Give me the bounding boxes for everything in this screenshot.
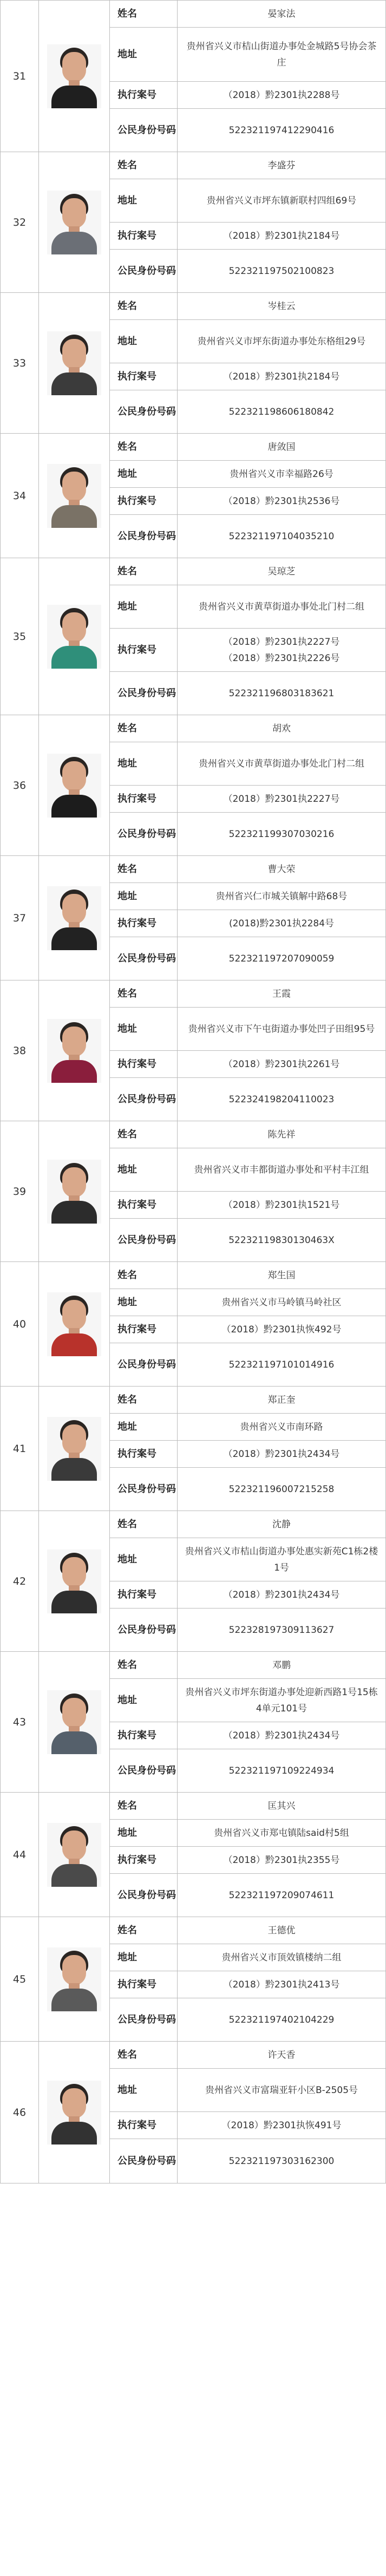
case-number-value: （2018）黔2301执2434号: [223, 1589, 340, 1600]
person-photo: [47, 331, 101, 395]
name-label: 姓名: [110, 856, 178, 883]
case-number-cell: [178, 629, 386, 672]
case-number-cell: [178, 1722, 386, 1749]
address-label: 地址: [110, 585, 178, 629]
portrait-cell: [39, 1262, 110, 1387]
id-number-value: 522321197502100823: [178, 250, 386, 293]
address-label: 地址: [110, 28, 178, 82]
person-photo: [47, 886, 101, 950]
address-value: 贵州省兴仁市城关镇解中路68号: [178, 883, 386, 910]
case-number-cell: [178, 2112, 386, 2139]
case-number-label: 执行案号: [110, 910, 178, 937]
case-number-label: 执行案号: [110, 1441, 178, 1468]
case-number-value: （2018）黔2301执2261号: [223, 1058, 340, 1070]
address-value: 贵州省兴义市黄草街道办事处北门村二组: [178, 742, 386, 786]
case-number-cell: [178, 910, 386, 937]
case-number-value: （2018）黔2301执2434号: [223, 1448, 340, 1460]
address-value: 贵州省兴义市下午屯街道办事处凹子田组95号: [178, 1008, 386, 1051]
address-value: 贵州省兴义市坪东街道办事处迎新西路1号15栋4单元101号: [178, 1679, 386, 1722]
entry-number: 44: [1, 1793, 39, 1917]
name-label: 姓名: [110, 1387, 178, 1414]
person-photo: [47, 1947, 101, 2011]
table-row: [1, 1121, 386, 1148]
address-value: 贵州省兴义市坪东镇新联村四组69号: [178, 179, 386, 223]
name-label: 姓名: [110, 2042, 178, 2069]
person-photo: [47, 754, 101, 818]
case-number-cell: [178, 82, 386, 109]
entry-number: 35: [1, 558, 39, 715]
name-label: 姓名: [110, 1793, 178, 1820]
case-number-value: （2018）黔2301执2227号: [223, 636, 340, 648]
case-number-value: （2018）黔2301执恢492号: [221, 1324, 342, 1335]
address-label: 地址: [110, 1944, 178, 1971]
id-number-label: 公民身份号码: [110, 1468, 178, 1511]
case-number-label: 执行案号: [110, 1722, 178, 1749]
person-photo: [47, 1823, 101, 1887]
case-number-value: （2018）黔2301执恢491号: [221, 2120, 342, 2131]
id-number-label: 公民身份号码: [110, 109, 178, 152]
case-number-cell: [178, 1971, 386, 1998]
id-number-value: 522321196803183621: [178, 672, 386, 715]
person-photo: [47, 1292, 101, 1356]
address-label: 地址: [110, 1820, 178, 1847]
table-row: [1, 434, 386, 461]
name-value: 王霞: [178, 980, 386, 1008]
id-number-value: 522321197412290416: [178, 109, 386, 152]
id-number-value: 522321197209074611: [178, 1874, 386, 1917]
case-number-label: 执行案号: [110, 2112, 178, 2139]
address-label: 地址: [110, 1289, 178, 1316]
entry-number: 41: [1, 1387, 39, 1511]
id-number-label: 公民身份号码: [110, 1749, 178, 1793]
address-value: 贵州省兴义市黄草街道办事处北门村二组: [178, 585, 386, 629]
address-label: 地址: [110, 1538, 178, 1581]
portrait-cell: [39, 2042, 110, 2183]
id-number-value: 522321197104035210: [178, 515, 386, 558]
table-row: [1, 1262, 386, 1289]
case-number-value: （2018）黔2301执2434号: [223, 1730, 340, 1741]
entry-number: 34: [1, 434, 39, 558]
case-number-label: 执行案号: [110, 1581, 178, 1609]
id-number-value: 522321197101014916: [178, 1343, 386, 1387]
id-number-value: 522321196007215258: [178, 1468, 386, 1511]
id-number-label: 公民身份号码: [110, 1874, 178, 1917]
name-value: 郑生国: [178, 1262, 386, 1289]
entry-number: 42: [1, 1511, 39, 1652]
id-number-value: 522321197402104229: [178, 1998, 386, 2042]
address-value: 贵州省兴义市桔山街道办事处金城路5号协会茶庄: [178, 28, 386, 82]
address-label: 地址: [110, 179, 178, 223]
portrait-cell: [39, 715, 110, 856]
name-value: 沈静: [178, 1511, 386, 1538]
id-number-value: 522321198606180842: [178, 390, 386, 434]
person-photo: [47, 1019, 101, 1083]
table-row: [1, 980, 386, 1008]
case-number-value: (2018)黔2301执2284号: [228, 918, 335, 929]
case-number-cell: [178, 1847, 386, 1874]
name-label: 姓名: [110, 1121, 178, 1148]
name-label: 姓名: [110, 1511, 178, 1538]
name-value: 胡欢: [178, 715, 386, 742]
id-number-label: 公民身份号码: [110, 390, 178, 434]
table-row: [1, 1387, 386, 1414]
name-label: 姓名: [110, 980, 178, 1008]
id-number-label: 公民身份号码: [110, 2139, 178, 2183]
name-value: 邓鹏: [178, 1652, 386, 1679]
portrait-cell: [39, 152, 110, 293]
portrait-cell: [39, 1121, 110, 1262]
address-value: 贵州省兴义市马岭镇马岭社区: [178, 1289, 386, 1316]
entry-number: 45: [1, 1917, 39, 2042]
portrait-cell: [39, 558, 110, 715]
case-number-label: 执行案号: [110, 1847, 178, 1874]
case-number-label: 执行案号: [110, 1316, 178, 1343]
table-row: [1, 1652, 386, 1679]
case-number-cell: [178, 1441, 386, 1468]
portrait-cell: [39, 293, 110, 434]
name-value: 陈先祥: [178, 1121, 386, 1148]
id-number-label: 公民身份号码: [110, 1219, 178, 1262]
name-value: 匡其兴: [178, 1793, 386, 1820]
table-row: [1, 2042, 386, 2069]
name-value: 晏家法: [178, 1, 386, 28]
address-value: 贵州省兴义市富瑞亚轩小区B-2505号: [178, 2069, 386, 2112]
portrait-cell: [39, 856, 110, 980]
table-row: [1, 152, 386, 179]
id-number-label: 公民身份号码: [110, 250, 178, 293]
person-photo: [47, 1417, 101, 1481]
person-photo: [47, 1690, 101, 1754]
case-number-label: 执行案号: [110, 1971, 178, 1998]
case-number-cell: [178, 1192, 386, 1219]
entry-number: 33: [1, 293, 39, 434]
id-number-label: 公民身份号码: [110, 1078, 178, 1121]
name-value: 曹大荣: [178, 856, 386, 883]
person-photo: [47, 464, 101, 528]
case-number-label: 执行案号: [110, 1192, 178, 1219]
table-row: [1, 293, 386, 320]
case-number-value: （2018）黔2301执2184号: [223, 230, 340, 241]
name-value: 王德优: [178, 1917, 386, 1944]
address-label: 地址: [110, 883, 178, 910]
case-number-value: （2018）黔2301执2288号: [223, 89, 340, 101]
case-number-label: 执行案号: [110, 488, 178, 515]
id-number-value: 522324198204110023: [178, 1078, 386, 1121]
id-number-label: 公民身份号码: [110, 1998, 178, 2042]
name-value: 唐敛国: [178, 434, 386, 461]
name-label: 姓名: [110, 558, 178, 585]
person-photo: [47, 2081, 101, 2145]
entry-number: 38: [1, 980, 39, 1121]
case-number-value: （2018）黔2301执2226号: [223, 652, 340, 664]
address-label: 地址: [110, 1008, 178, 1051]
entry-number: 31: [1, 1, 39, 152]
table-row: [1, 1511, 386, 1538]
name-value: 郑正奎: [178, 1387, 386, 1414]
name-label: 姓名: [110, 1262, 178, 1289]
address-label: 地址: [110, 742, 178, 786]
case-number-label: 执行案号: [110, 629, 178, 672]
entry-number: 40: [1, 1262, 39, 1387]
entry-number: 32: [1, 152, 39, 293]
address-label: 地址: [110, 2069, 178, 2112]
id-number-label: 公民身份号码: [110, 1609, 178, 1652]
id-number-label: 公民身份号码: [110, 1343, 178, 1387]
case-number-value: （2018）黔2301执1521号: [223, 1199, 340, 1211]
case-number-label: 执行案号: [110, 786, 178, 813]
entry-number: 36: [1, 715, 39, 856]
portrait-cell: [39, 1917, 110, 2042]
name-label: 姓名: [110, 152, 178, 179]
name-label: 姓名: [110, 434, 178, 461]
name-label: 姓名: [110, 293, 178, 320]
portrait-cell: [39, 980, 110, 1121]
id-number-value: 522321197109224934: [178, 1749, 386, 1793]
portrait-cell: [39, 1652, 110, 1793]
person-photo: [47, 605, 101, 669]
portrait-cell: [39, 1511, 110, 1652]
table-row: [1, 1793, 386, 1820]
address-label: 地址: [110, 320, 178, 363]
name-value: 李盛芬: [178, 152, 386, 179]
entry-number: 46: [1, 2042, 39, 2183]
case-number-value: （2018）黔2301执2355号: [223, 1854, 340, 1866]
person-photo: [47, 44, 101, 108]
case-number-cell: [178, 488, 386, 515]
entry-number: 39: [1, 1121, 39, 1262]
id-number-label: 公民身份号码: [110, 515, 178, 558]
table-row: [1, 1917, 386, 1944]
case-number-label: 执行案号: [110, 1051, 178, 1078]
name-value: 岑桂云: [178, 293, 386, 320]
name-label: 姓名: [110, 1652, 178, 1679]
address-value: 贵州省兴义市幸福路26号: [178, 461, 386, 488]
case-number-label: 执行案号: [110, 82, 178, 109]
portrait-cell: [39, 1387, 110, 1511]
address-value: 贵州省兴义市坪东街道办事处东格组29号: [178, 320, 386, 363]
case-number-value: （2018）黔2301执2536号: [223, 495, 340, 507]
id-number-value: 522321199307030216: [178, 813, 386, 856]
address-value: 贵州省兴义市南环路: [178, 1414, 386, 1441]
id-number-label: 公民身份号码: [110, 672, 178, 715]
id-number-value: 522321197303162300: [178, 2139, 386, 2183]
case-number-cell: [178, 1051, 386, 1078]
table-row: [1, 558, 386, 585]
case-number-value: （2018）黔2301执2184号: [223, 371, 340, 382]
case-number-value: （2018）黔2301执2413号: [223, 1979, 340, 1990]
case-number-cell: [178, 1316, 386, 1343]
case-number-cell: [178, 1581, 386, 1609]
case-number-cell: [178, 363, 386, 390]
address-value: 贵州省兴义市桔山街道办事处惠实新苑C1栋2楼1号: [178, 1538, 386, 1581]
entry-number: 43: [1, 1652, 39, 1793]
case-number-label: 执行案号: [110, 363, 178, 390]
case-number-cell: [178, 786, 386, 813]
portrait-cell: [39, 434, 110, 558]
case-number-label: 执行案号: [110, 223, 178, 250]
person-photo: [47, 1160, 101, 1224]
case-number-cell: [178, 223, 386, 250]
address-label: 地址: [110, 1679, 178, 1722]
address-value: 贵州省兴义市丰都街道办事处和平村丰江组: [178, 1148, 386, 1192]
id-number-value: 522328197309113627: [178, 1609, 386, 1652]
portrait-cell: [39, 1, 110, 152]
id-number-label: 公民身份号码: [110, 813, 178, 856]
entry-number: 37: [1, 856, 39, 980]
id-number-label: 公民身份号码: [110, 937, 178, 980]
id-number-value: 522321197207090059: [178, 937, 386, 980]
address-label: 地址: [110, 461, 178, 488]
address-value: 贵州省兴义市郑屯镇陆said村5组: [178, 1820, 386, 1847]
person-photo: [47, 1549, 101, 1613]
name-value: 许天香: [178, 2042, 386, 2069]
address-label: 地址: [110, 1414, 178, 1441]
portrait-cell: [39, 1793, 110, 1917]
name-label: 姓名: [110, 1, 178, 28]
table-row: [1, 856, 386, 883]
table-row: [1, 1, 386, 28]
case-number-value: （2018）黔2301执2227号: [223, 793, 340, 805]
table-row: [1, 715, 386, 742]
person-photo: [47, 191, 101, 254]
id-number-value: 52232119830130463X: [178, 1219, 386, 1262]
name-label: 姓名: [110, 1917, 178, 1944]
name-value: 吴琼芝: [178, 558, 386, 585]
name-label: 姓名: [110, 715, 178, 742]
address-value: 贵州省兴义市顶效镇楼纳二组: [178, 1944, 386, 1971]
address-label: 地址: [110, 1148, 178, 1192]
